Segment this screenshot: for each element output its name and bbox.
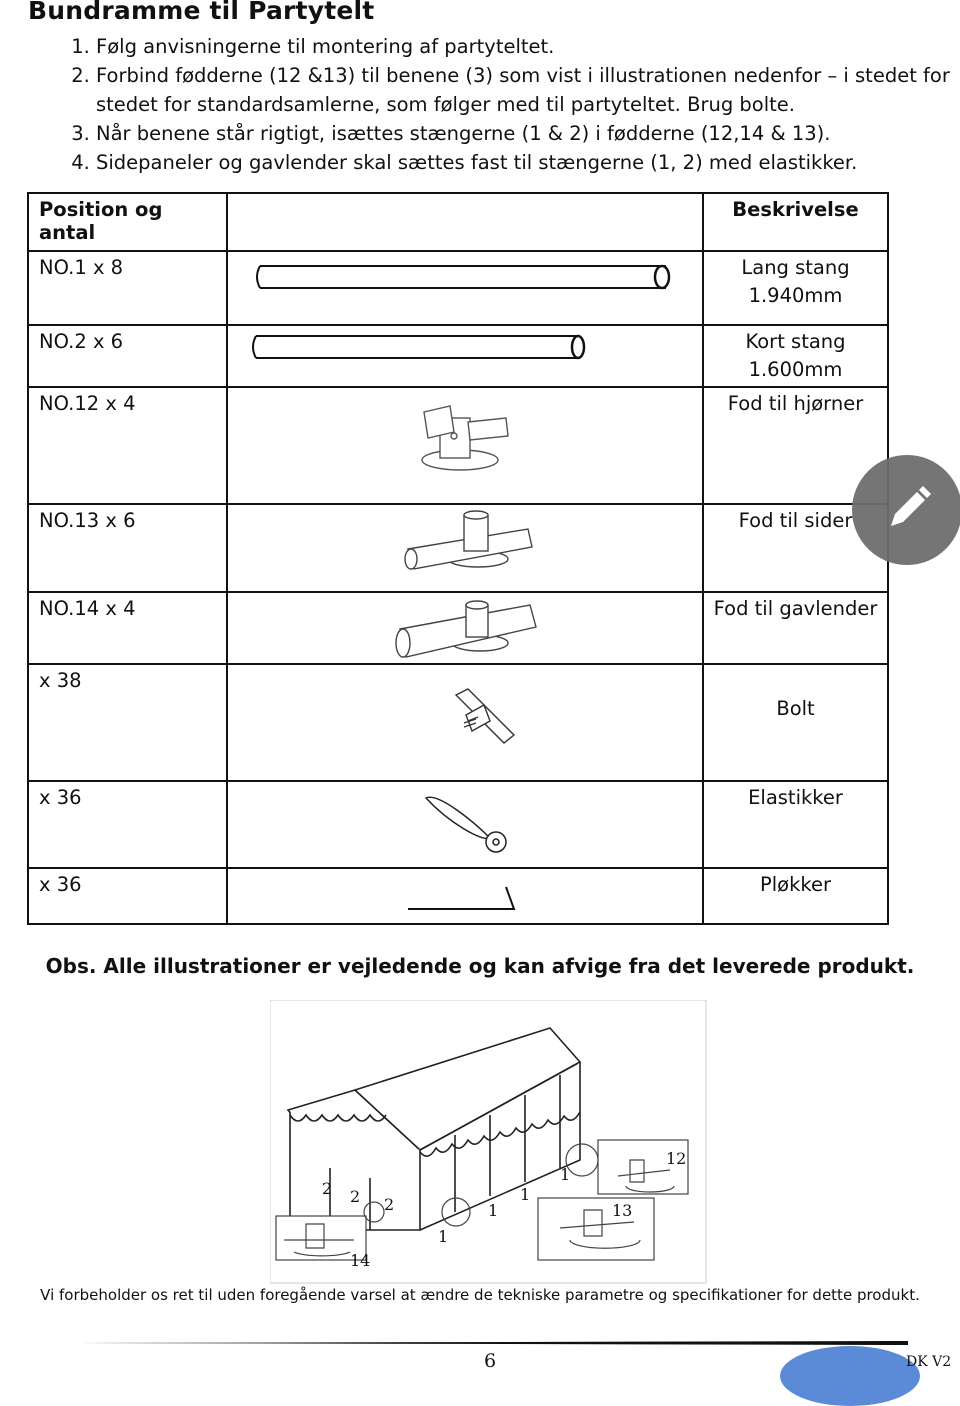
step-item: 1. Følg anvisningerne til montering af partyteltet.	[96, 32, 960, 61]
bolt-icon	[228, 665, 704, 782]
description-cell: Fod til sider	[703, 504, 888, 592]
position-cell: NO.2 x 6	[28, 325, 227, 387]
image-cell	[227, 592, 703, 664]
position-cell: NO.12 x 4	[28, 387, 227, 504]
table-row	[28, 387, 888, 504]
peg-icon	[228, 869, 704, 925]
decorative-blob	[780, 1346, 920, 1406]
edit-button[interactable]	[852, 455, 960, 565]
disclaimer-text: Vi forbeholder os ret til uden foregående varsel at ændre de tekniske parametre og specifikationer for dette produkt.	[40, 1286, 920, 1304]
image-cell	[227, 664, 703, 781]
position-header: Position og antal	[28, 193, 227, 251]
image-cell	[227, 504, 703, 592]
image-cell	[227, 325, 703, 387]
figure-label: 2	[322, 1179, 333, 1198]
parts-table	[27, 192, 889, 925]
figure-label: 2	[384, 1195, 395, 1214]
table-row	[28, 592, 888, 664]
position-cell: NO.1 x 8	[28, 251, 227, 325]
description-cell: Fod til gavlender	[703, 592, 888, 664]
description-cell: Fod til hjørner	[703, 387, 888, 504]
table-row	[28, 781, 888, 868]
position-cell: x 36	[28, 781, 227, 868]
description-header: Beskrivelse	[703, 193, 888, 251]
notice-text: Obs. Alle illustrationer er vejledende og kan afvige fra det leverede produkt.	[45, 954, 915, 978]
short-pole-icon	[228, 326, 704, 384]
tent-assembly-figure	[270, 1000, 710, 1285]
long-pole-icon	[228, 252, 704, 326]
page-title: Bundramme til Partytelt	[28, 0, 375, 25]
table-header-row	[28, 193, 888, 251]
gable-foot-icon	[228, 593, 704, 665]
figure-label: 1	[438, 1227, 449, 1246]
description-cell: Elastikker	[703, 781, 888, 868]
figure-label: 12	[666, 1149, 687, 1168]
step-item: 2. Forbind fødderne (12 &13) til benene (3) som vist i illustrationen nedenfor – i stedet for stedet for standardsamlerne, som følger med til partyteltet. Brug bolte.	[96, 61, 960, 119]
description-cell: Bolt	[703, 664, 888, 781]
position-cell: x 36	[28, 868, 227, 924]
table-row	[28, 664, 888, 781]
side-foot-icon	[228, 505, 704, 593]
figure-label: 1	[488, 1201, 499, 1220]
pencil-icon	[877, 480, 937, 540]
image-cell	[227, 781, 703, 868]
position-cell: NO.13 x 6	[28, 504, 227, 592]
description-cell: Pløkker	[703, 868, 888, 924]
doc-code: DK V2	[906, 1354, 952, 1370]
image-cell	[227, 868, 703, 924]
description-cell: Kort stang 1.600mm	[703, 325, 888, 387]
tent-illustration	[270, 1000, 710, 1285]
image-header	[227, 193, 703, 251]
table-row	[28, 868, 888, 924]
footer-rule	[78, 1340, 908, 1346]
corner-foot-icon	[228, 388, 704, 505]
step-item: 3. Når benene står rigtigt, isættes stængerne (1 & 2) i fødderne (12,14 & 13).	[96, 119, 960, 148]
position-cell: x 38	[28, 664, 227, 781]
description-cell: Lang stang 1.940mm	[703, 251, 888, 325]
page-number: 6	[483, 1350, 497, 1372]
position-cell: NO.14 x 4	[28, 592, 227, 664]
table-row	[28, 504, 888, 592]
image-cell	[227, 251, 703, 325]
figure-label: 1	[560, 1165, 571, 1184]
image-cell	[227, 387, 703, 504]
figure-label: 1	[520, 1185, 531, 1204]
table-row	[28, 325, 888, 387]
instruction-steps	[62, 32, 960, 177]
elastic-icon	[228, 782, 704, 869]
figure-label: 13	[612, 1201, 633, 1220]
figure-label: 14	[350, 1251, 371, 1270]
figure-label: 2	[350, 1187, 361, 1206]
table-row	[28, 251, 888, 325]
step-item: 4. Sidepaneler og gavlender skal sættes fast til stængerne (1, 2) med elastikker.	[96, 148, 960, 177]
